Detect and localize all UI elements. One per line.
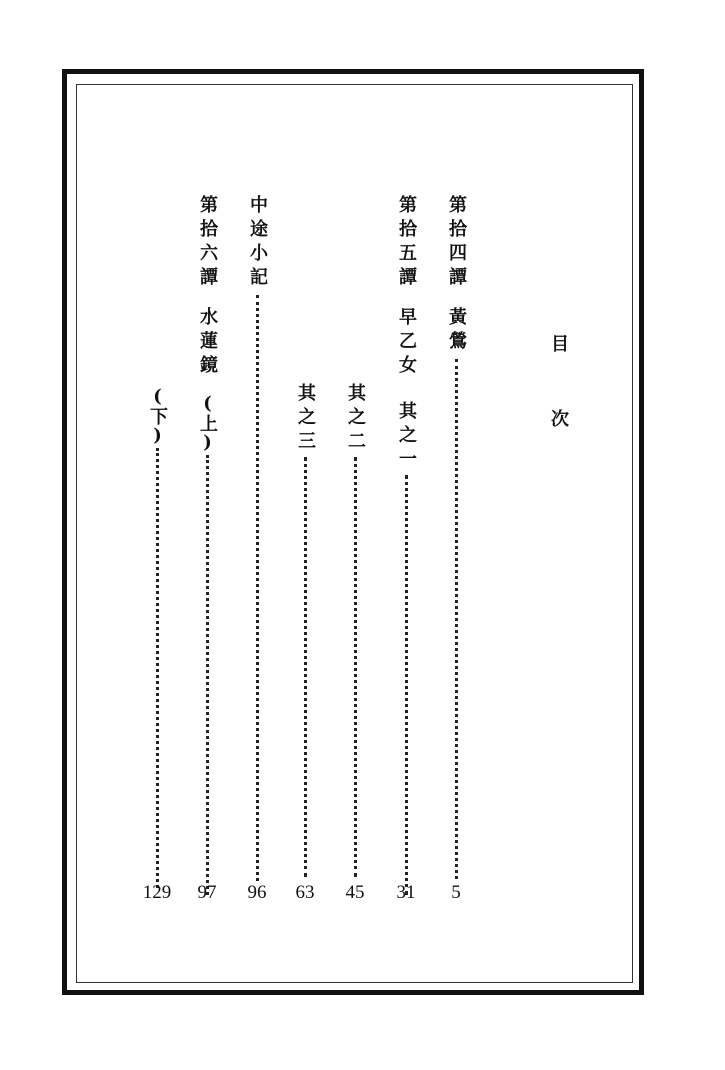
chapter-subpart: 其之二 (345, 383, 366, 455)
toc-entry-ch14[interactable] (441, 195, 471, 879)
page-number: 5 (451, 882, 461, 903)
toc-entry-ch16-1[interactable] (192, 195, 222, 895)
chapter-subpart: (下) (147, 386, 168, 446)
dot-leader (156, 448, 159, 888)
page-number: 45 (345, 882, 365, 903)
page-number: 96 (247, 882, 267, 903)
chapter-title: 水蓮鏡 (197, 307, 218, 379)
dot-leader (206, 455, 209, 895)
chapter-label: 第拾五譚 (396, 195, 417, 291)
dot-leader (405, 475, 408, 895)
chapter-label: 第拾四譚 (446, 195, 467, 291)
page-number: 31 (396, 882, 416, 903)
toc-entry-interlude[interactable] (242, 195, 272, 881)
toc-title-char-1: 目 (551, 334, 569, 355)
chapter-subpart: 其之一 (396, 401, 417, 473)
page-number: 63 (295, 882, 315, 903)
chapter-title: 早乙女 (396, 307, 417, 379)
toc-entry-ch15-1[interactable] (391, 195, 421, 895)
toc-title-char-2: 次 (551, 409, 569, 430)
chapter-subpart: (上) (197, 393, 218, 453)
chapter-subpart: 其之三 (295, 383, 316, 455)
toc-entry-ch15-3[interactable] (290, 383, 320, 877)
toc-entry-ch15-2[interactable] (340, 383, 370, 877)
page-number: 97 (197, 882, 217, 903)
chapter-label: 第拾六譚 (197, 195, 218, 291)
toc-entry-ch16-2[interactable] (142, 386, 172, 888)
chapter-title: 黃鶯 (446, 307, 467, 355)
chapter-label: 中途小記 (247, 195, 268, 291)
dot-leader (455, 359, 458, 879)
page-number: 129 (142, 882, 172, 903)
dot-leader (304, 457, 307, 877)
dot-leader (256, 295, 259, 881)
dot-leader (354, 457, 357, 877)
